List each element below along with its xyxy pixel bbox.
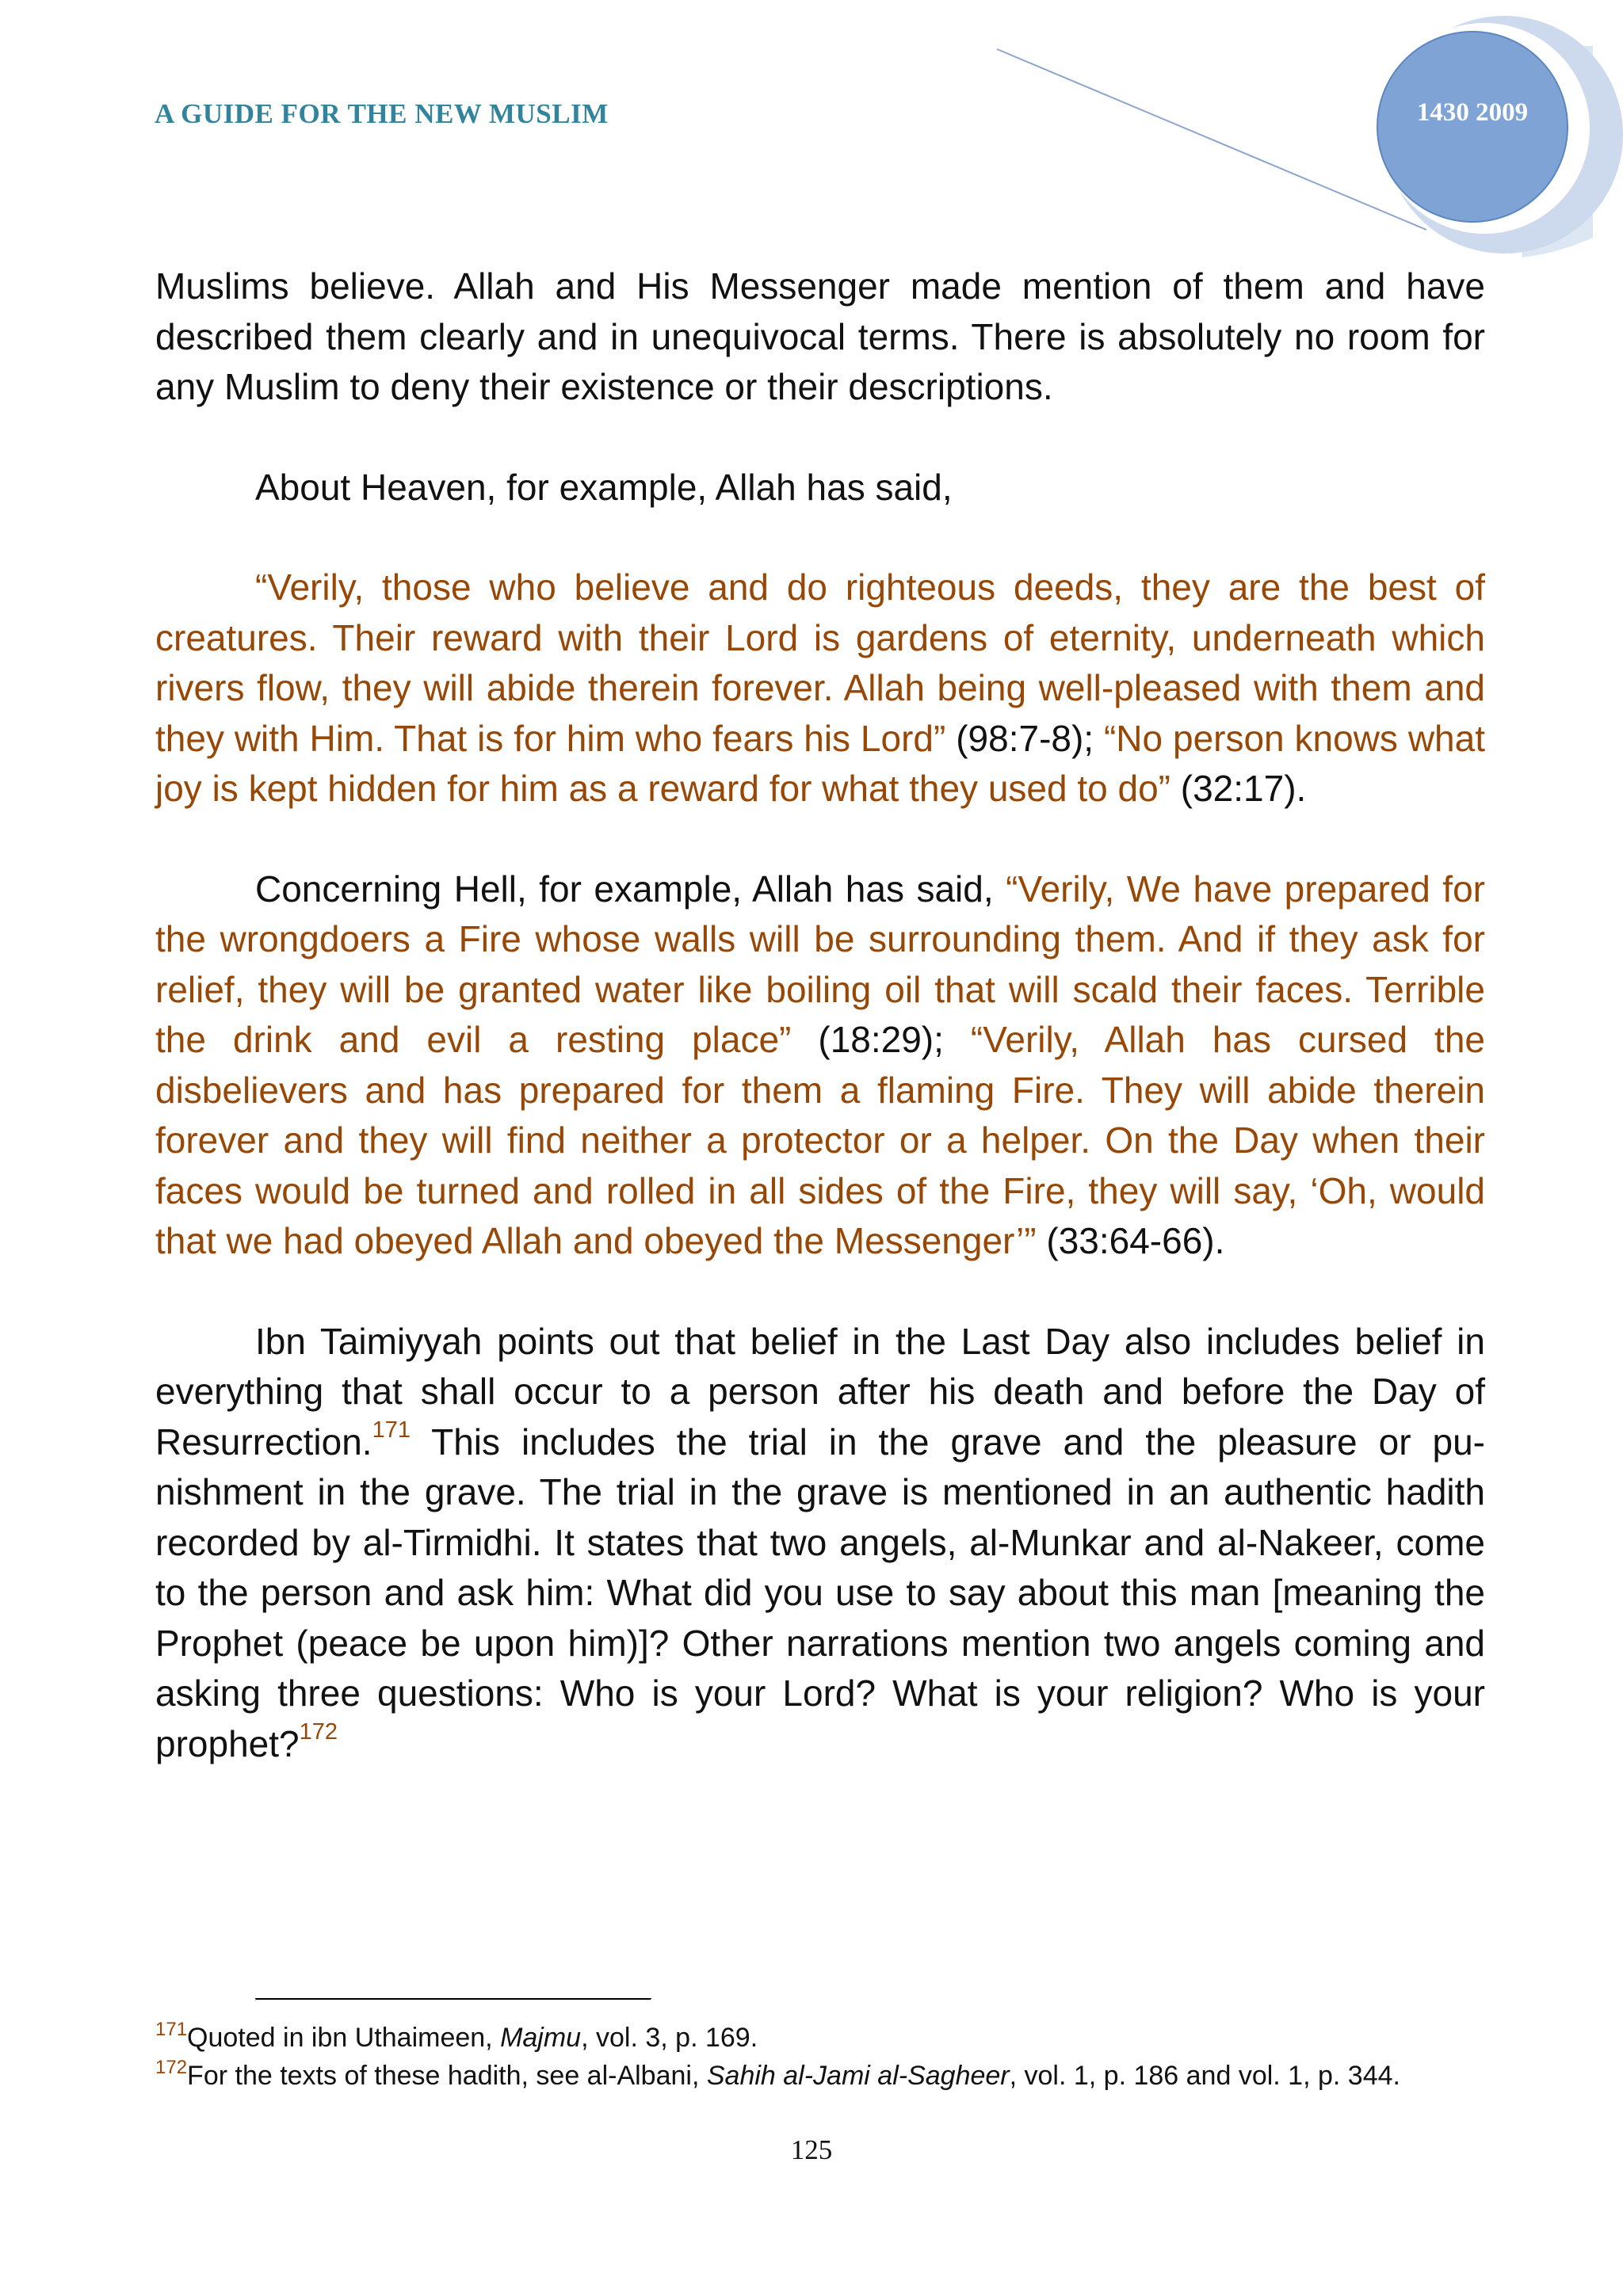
running-header-year: 1430 2009 <box>1416 98 1529 127</box>
paragraph-ibn-taimiyyah <box>155 1317 1485 1770</box>
footnote-ref-172[interactable]: 172 <box>299 1718 338 1745</box>
running-header-title: A GUIDE FOR THE NEW MUSLIM <box>155 98 609 129</box>
footnote-171 <box>155 2019 1485 2057</box>
paragraph-heaven-intro: About Heaven, for example, Allah has said, <box>255 466 953 508</box>
ibn-taimiyyah-text-b: This includes the trial in the grave and the pleasure or punishment in the grave. The trial in the grave is mentioned in an authentic hadith recorded by al-Tirmidhi. It states that two angels, al-Munkar and al-Nakeer, come to the person and ask him: What did you use to say about this man [meaning the Prophet (peace be upon him)]? Other narrations mention two angels coming and asking three questions: Who is your Lord? What is your religion? Who is your prophet? <box>155 1421 1485 1764</box>
header-decoration <box>0 0 1623 269</box>
page-number: 125 <box>790 2134 833 2165</box>
footnote-number: 171 <box>155 2019 188 2040</box>
quote-33-64-66: “Verily, Allah has cursed the disbelievers and has prepared for them a flaming Fire. They will abide therein forever and they will find neither a protector or a helper. On the Day when their faces would be turned and rolled in all sides of the Fire, they will say, ‘Oh, would that we had obeyed Allah and obeyed the Messenger’” <box>155 1019 1486 1261</box>
footnote-text: For the texts of these hadith, see al-Albani, <box>187 2061 707 2091</box>
footnote-text: Quoted in ibn Uthaimeen, <box>187 2023 501 2053</box>
footnote-title: Majmu <box>500 2023 582 2053</box>
paragraph-hell-quotes <box>155 864 1485 1267</box>
paragraph-heaven-quotes <box>155 563 1485 814</box>
footnote-number: 172 <box>155 2057 188 2078</box>
reference-32-17: (32:17). <box>1170 768 1307 809</box>
paragraph-continuation: Muslims believe. Allah and His Messenger made mention of them and have described them clearly and in unequivocal terms. There is absolutely no room for any Muslim to deny their existence or their descriptions. <box>155 265 1485 407</box>
footnote-172 <box>155 2057 1485 2095</box>
hell-lead-in: Concerning Hell, for example, Allah has said, <box>255 868 1006 910</box>
footnotes <box>155 2019 1485 2095</box>
reference-33-64-66: (33:64-66). <box>1036 1220 1225 1261</box>
footnote-text: , vol. 1, p. 186 and vol. 1, p. 344. <box>1009 2061 1400 2091</box>
footnote-title: Sahih al-Jami al-Sagheer <box>706 2061 1010 2091</box>
quote-32-17: “No person knows what joy is kept hidden for him as a reward for what they used to do” <box>155 717 1485 809</box>
footnote-text: , vol. 3, p. 169. <box>581 2023 758 2053</box>
reference-98-7-8: (98:7-8); <box>945 717 1104 759</box>
body-text <box>155 261 1485 1769</box>
footnote-ref-171[interactable]: 171 <box>372 1417 411 1443</box>
footnote-separator <box>255 1998 651 2000</box>
reference-18-29: (18:29); <box>791 1019 971 1060</box>
quote-98-7-8: “Verily, those who believe and do righteous deeds, they are the best of creatures. Their reward with their Lord is gardens of eternity, underneath which rivers flow, they will abide therein forever. Allah being well-pleased with them and they with Him. That is for him who fears his Lord” <box>155 566 1485 759</box>
quote-18-29: “Verily, We have prepared for the wrongdoers a Fire whose walls will be surrounding them. And if they ask for relief, they will be granted water like boiling oil that will scald their faces. Terrible the drink and evil a resting place” <box>155 868 1485 1060</box>
ibn-taimiyyah-text-a: Ibn Taimiyyah points out that belief in the Last Day also includes belief in everything that shall occur to a person after his death and before the Day of Resurrection. <box>155 1320 1485 1463</box>
